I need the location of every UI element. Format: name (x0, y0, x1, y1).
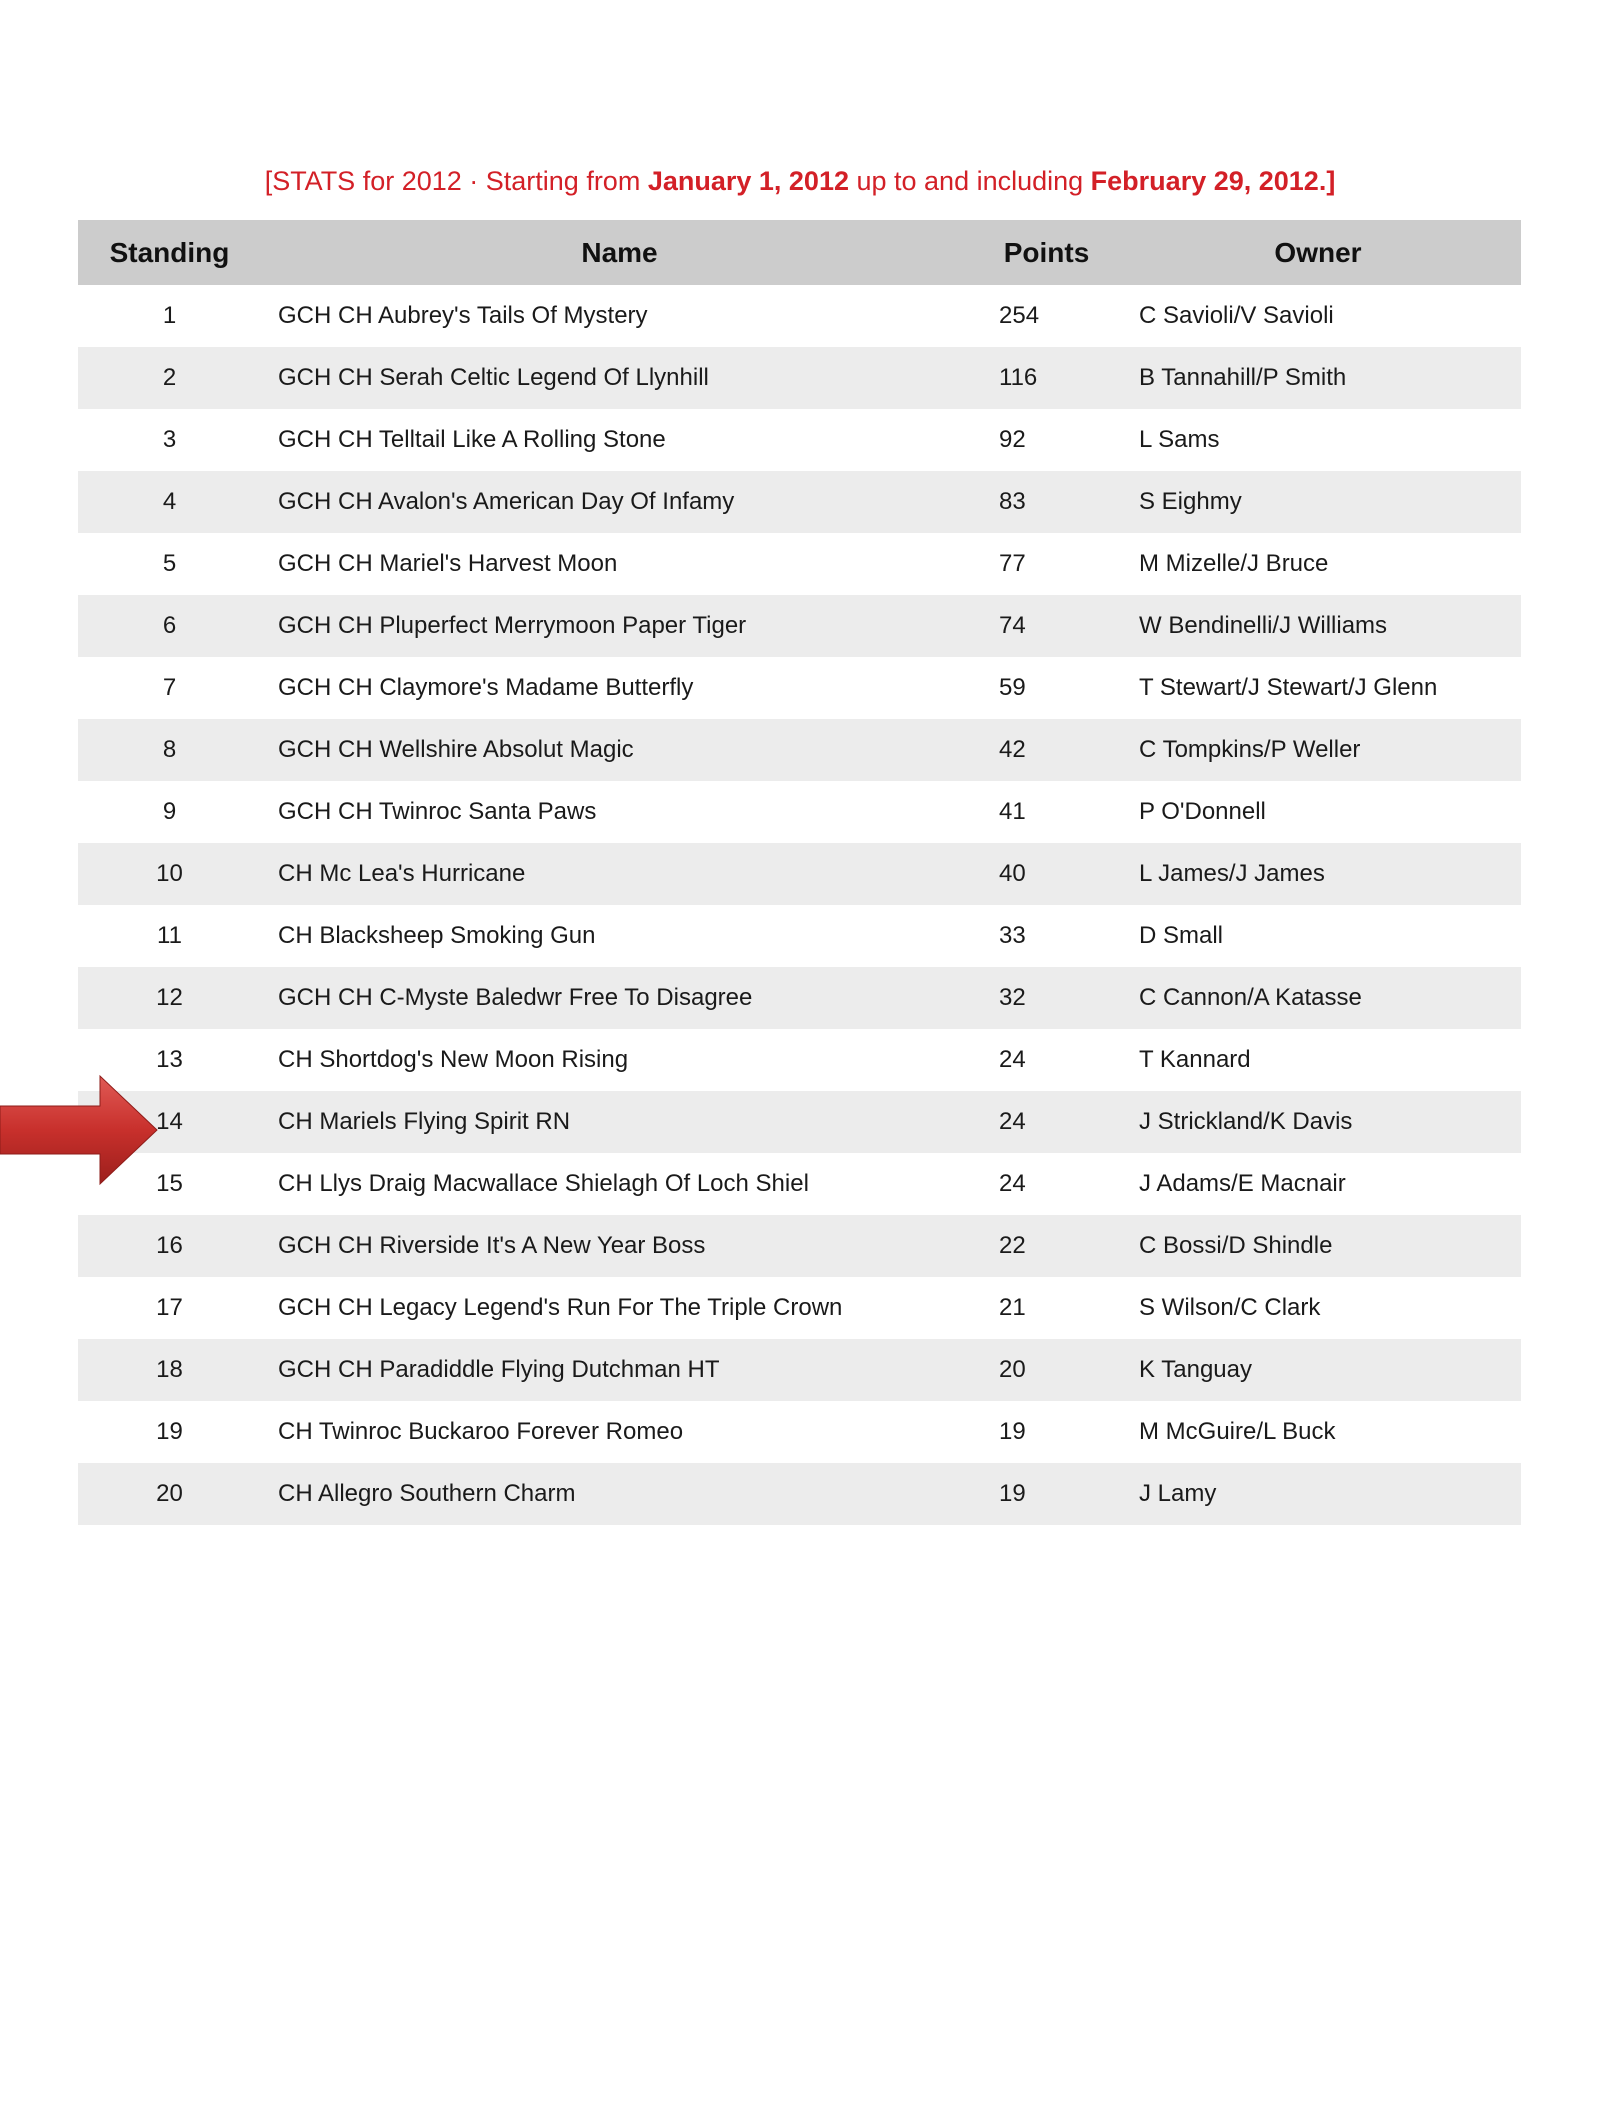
table-row (78, 285, 1521, 347)
table-row (78, 533, 1521, 595)
name-cell: GCH CH Serah Celtic Legend Of Llynhill (261, 347, 978, 409)
standing-cell: 12 (78, 967, 261, 1029)
points-cell: 92 (999, 426, 1026, 453)
owner-cell: J Strickland/K Davis (1115, 1091, 1521, 1153)
standing-cell: 15 (156, 1170, 183, 1197)
table-row (78, 657, 1521, 719)
points-cell: 83 (978, 471, 1115, 533)
table-row (78, 347, 1521, 409)
table-row (78, 1153, 1521, 1215)
standing-cell: 5 (162, 550, 177, 577)
standing-cell: 8 (78, 719, 261, 781)
owner-cell: S Eighmy (1115, 471, 1521, 533)
name-cell: GCH CH Legacy Legend's Run For The Triple Crown (278, 1294, 843, 1321)
name-cell: CH Llys Draig Macwallace Shielagh Of Loch Shiel (278, 1170, 809, 1197)
owner-cell: T Kannard (1139, 1046, 1251, 1073)
owner-cell: L Sams (1139, 426, 1220, 453)
table-row (78, 781, 1521, 843)
owner-cell: C Tompkins/P Weller (1115, 719, 1521, 781)
points-cell: 24 (978, 1091, 1115, 1153)
table-row (78, 719, 1521, 781)
title-prefix: [STATS for 2012 · Starting from (264, 166, 648, 196)
title-middle: up to and including (848, 166, 1091, 196)
name-cell: GCH CH Avalon's American Day Of Infamy (261, 471, 978, 533)
title-end-date: February 29, 2012.] (1090, 166, 1336, 196)
name-cell: GCH CH Telltail Like A Rolling Stone (278, 426, 666, 453)
points-cell: 42 (978, 719, 1115, 781)
table-row (78, 595, 1521, 657)
title-start-date: January 1, 2012 (647, 166, 849, 196)
owner-cell: M McGuire/L Buck (1139, 1418, 1336, 1445)
right-arrow-icon (0, 1074, 160, 1186)
name-cell: CH Allegro Southern Charm (261, 1463, 978, 1525)
standing-cell: 18 (78, 1339, 261, 1401)
table-row (78, 1215, 1521, 1277)
table-row (78, 843, 1521, 905)
table-row (78, 1463, 1521, 1525)
points-cell: 41 (999, 798, 1026, 825)
standing-cell: 4 (78, 471, 261, 533)
owner-cell: T Stewart/J Stewart/J Glenn (1139, 674, 1438, 701)
name-cell: CH Blacksheep Smoking Gun (278, 922, 596, 949)
points-cell: 116 (978, 347, 1115, 409)
owner-cell: B Tannahill/P Smith (1115, 347, 1521, 409)
name-cell: GCH CH Paradiddle Flying Dutchman HT (261, 1339, 978, 1401)
page-title (0, 166, 1600, 197)
points-cell: 19 (978, 1463, 1115, 1525)
column-header-owner: Owner (1115, 220, 1521, 285)
name-cell: CH Mariels Flying Spirit RN (261, 1091, 978, 1153)
standing-cell: 14 (78, 1091, 261, 1153)
owner-cell: C Cannon/A Katasse (1115, 967, 1521, 1029)
owner-cell: J Adams/E Macnair (1139, 1170, 1346, 1197)
name-cell: CH Twinroc Buckaroo Forever Romeo (278, 1418, 684, 1445)
owner-cell: M Mizelle/J Bruce (1139, 550, 1329, 577)
column-header-name: Name (261, 220, 978, 285)
standing-cell: 9 (162, 798, 177, 825)
standing-cell: 20 (78, 1463, 261, 1525)
table-row (78, 471, 1521, 533)
standings-table (78, 220, 1521, 1525)
points-cell: 20 (978, 1339, 1115, 1401)
points-cell: 22 (978, 1215, 1115, 1277)
table-row (78, 967, 1521, 1029)
name-cell: GCH CH C-Myste Baledwr Free To Disagree (261, 967, 978, 1029)
points-cell: 19 (999, 1418, 1026, 1445)
standing-cell: 3 (162, 426, 177, 453)
table-row (78, 1401, 1521, 1463)
standing-cell: 11 (157, 922, 182, 949)
owner-cell: S Wilson/C Clark (1139, 1294, 1321, 1321)
name-cell: CH Mc Lea's Hurricane (261, 843, 978, 905)
points-cell: 24 (999, 1170, 1026, 1197)
table-row (78, 409, 1521, 471)
column-header-points: Points (978, 220, 1115, 285)
points-cell: 33 (999, 922, 1026, 949)
name-cell: GCH CH Mariel's Harvest Moon (278, 550, 618, 577)
standing-cell: 17 (156, 1294, 183, 1321)
name-cell: GCH CH Claymore's Madame Butterfly (278, 674, 694, 701)
standing-cell: 1 (162, 302, 177, 329)
points-cell: 254 (999, 302, 1040, 329)
table-row (78, 1029, 1521, 1091)
owner-cell: D Small (1139, 922, 1224, 949)
points-cell: 74 (978, 595, 1115, 657)
table-row (78, 1091, 1521, 1153)
name-cell: CH Shortdog's New Moon Rising (278, 1046, 629, 1073)
table-header-row (78, 220, 1521, 285)
owner-cell: C Savioli/V Savioli (1139, 302, 1334, 329)
column-header-standing: Standing (78, 220, 261, 285)
standing-cell: 7 (162, 674, 177, 701)
standing-cell: 19 (156, 1418, 183, 1445)
owner-cell: P O'Donnell (1139, 798, 1266, 825)
table-body (78, 285, 1521, 1525)
points-cell: 32 (978, 967, 1115, 1029)
owner-cell: C Bossi/D Shindle (1115, 1215, 1521, 1277)
name-cell: GCH CH Twinroc Santa Paws (278, 798, 597, 825)
standing-cell: 10 (78, 843, 261, 905)
table-row (78, 1339, 1521, 1401)
owner-cell: L James/J James (1115, 843, 1521, 905)
standing-cell: 2 (78, 347, 261, 409)
table-row (78, 905, 1521, 967)
standing-cell: 16 (78, 1215, 261, 1277)
name-cell: GCH CH Aubrey's Tails Of Mystery (278, 302, 648, 329)
standing-cell: 13 (156, 1046, 183, 1073)
name-cell: GCH CH Pluperfect Merrymoon Paper Tiger (261, 595, 978, 657)
owner-cell: K Tanguay (1115, 1339, 1521, 1401)
points-cell: 77 (999, 550, 1026, 577)
points-cell: 24 (999, 1046, 1026, 1073)
standing-cell: 6 (78, 595, 261, 657)
name-cell: GCH CH Wellshire Absolut Magic (261, 719, 978, 781)
points-cell: 21 (999, 1294, 1026, 1321)
points-cell: 59 (999, 674, 1026, 701)
owner-cell: J Lamy (1115, 1463, 1521, 1525)
points-cell: 40 (978, 843, 1115, 905)
owner-cell: W Bendinelli/J Williams (1115, 595, 1521, 657)
name-cell: GCH CH Riverside It's A New Year Boss (261, 1215, 978, 1277)
table-row (78, 1277, 1521, 1339)
